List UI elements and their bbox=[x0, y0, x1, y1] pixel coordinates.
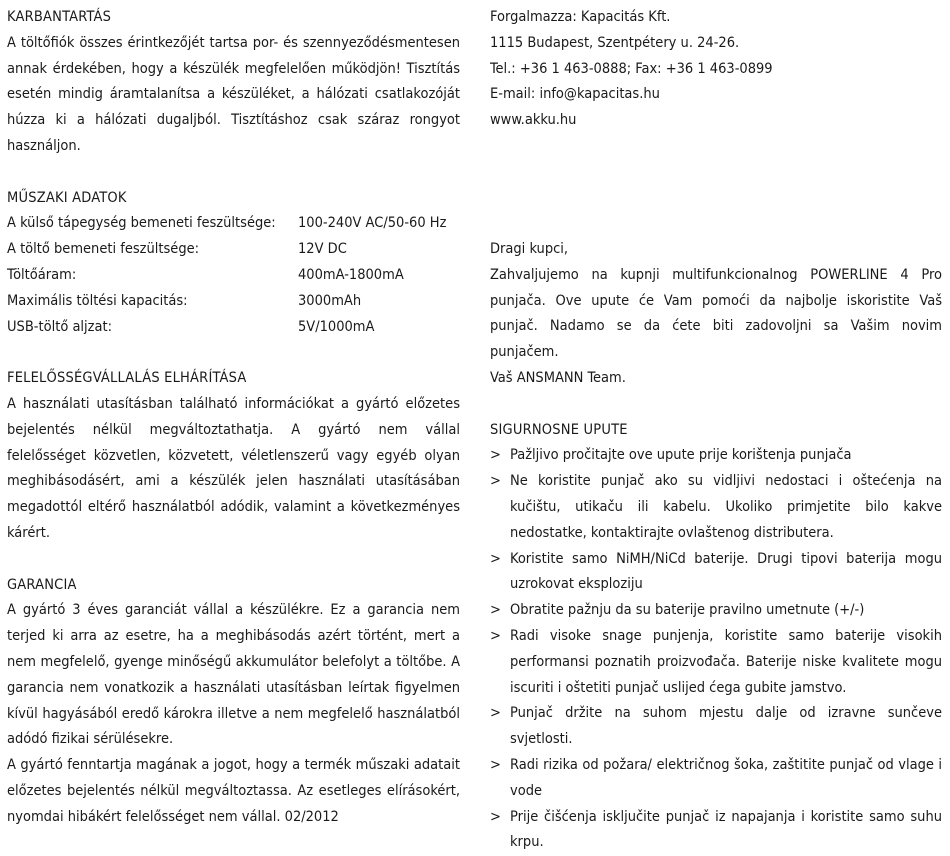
spec-value: 3000mAh bbox=[298, 292, 362, 309]
disclaimer-section bbox=[7, 366, 460, 547]
list-item bbox=[490, 624, 942, 701]
chevron-right-icon: > bbox=[490, 550, 501, 567]
warranty-text-2: A gyártó fenntartja magának a jogot, hogy a termék műszaki adatait előzetes bejelentés nélkül megváltoztassa. Az esetleges elírásokért, nyomdai hibákért felelősséget nem vállal. 02/2012 bbox=[7, 757, 460, 825]
specs-heading: MŰSZAKI ADATOK bbox=[7, 189, 127, 206]
list-item-text: Radi rizika od požara/ električnog šoka, zaštitite punjač od vlage i vode bbox=[510, 756, 942, 799]
distributor-website: www.akku.hu bbox=[490, 112, 577, 129]
spec-value: 12V DC bbox=[298, 241, 347, 258]
list-item bbox=[490, 701, 942, 753]
list-item-text: Punjač držite na suhom mjestu dalje od izravne sunčeve svjetlosti. bbox=[510, 705, 942, 748]
chevron-right-icon: > bbox=[490, 602, 501, 619]
spacer bbox=[490, 392, 942, 418]
disclaimer-text: A használati utasításban található információkat a gyártó előzetes bejelentés nélkül megváltoztathatja. A gyártó nem vállal felelősséget közvetlen, közvetett, véletlenszerű vagy egyéb olyan meghibásodásért, ami a készülék jelen használati utasításában megadottól eltérő használatból adódik, valamint a következményes kárért. bbox=[7, 395, 460, 541]
chevron-right-icon: > bbox=[490, 627, 501, 644]
chevron-right-icon: > bbox=[490, 808, 501, 825]
spec-label: Maximális töltési kapacitás: bbox=[7, 292, 188, 309]
spec-row bbox=[7, 289, 460, 315]
disclaimer-heading: FELELŐSSÉGVÁLLALÁS ELHÁRÍTÁSA bbox=[7, 370, 247, 387]
chevron-right-icon: > bbox=[490, 705, 501, 722]
safety-list bbox=[490, 443, 942, 856]
spec-row bbox=[7, 263, 460, 289]
spec-row bbox=[7, 315, 460, 341]
spec-value: 100-240V AC/50-60 Hz bbox=[298, 215, 447, 232]
specs-section bbox=[7, 186, 460, 341]
greeting-signature: Vaš ANSMANN Team. bbox=[490, 369, 626, 386]
distributor-phone: Tel.: +36 1 463-0888; Fax: +36 1 463-0899 bbox=[490, 60, 773, 77]
warranty-text: A gyártó 3 éves garanciát vállal a készülékre. Ez a garancia nem terjed ki arra az esetre, ha a meghibásodás azért történt, mert a nem megfelelő, gyenge minőségű akkumulátor belefolyt a töltőbe. A garancia nem vonatkozik a használati utasításban leírtak figyelmen kívül hagyásából eredő károkra illetve a nem megfelelő használatból adódó fizikai sérülésekre. bbox=[7, 602, 460, 748]
maintenance-text: A töltőfiók összes érintkezőjét tartsa por- és szennyeződésmentesen annak érdekében, hogy a készülék megfelelően működjön! Tisztítás esetén mindig áramtalanítsa a készüléket, a hálózati csatlakozóját húzza ki a hálózati dugaljból. Tisztításhoz csak száraz rongyot használjon. bbox=[7, 34, 460, 154]
safety-section bbox=[490, 418, 942, 856]
distributor-block bbox=[490, 5, 942, 134]
greeting-salutation: Dragi kupci, bbox=[490, 240, 569, 257]
chevron-right-icon: > bbox=[490, 447, 501, 464]
spec-label: A töltő bemeneti feszültsége: bbox=[7, 241, 200, 258]
greeting-block bbox=[490, 237, 942, 392]
chevron-right-icon: > bbox=[490, 473, 501, 490]
list-item-text: Prije čišćenja isključite punjač iz napajanja i koristite samo suhu krpu. bbox=[510, 808, 942, 851]
list-item bbox=[490, 598, 942, 624]
hungarian-column bbox=[7, 5, 460, 831]
spec-row bbox=[7, 211, 460, 237]
maintenance-section bbox=[7, 5, 460, 160]
warranty-heading: GARANCIA bbox=[7, 576, 77, 593]
spec-label: A külső tápegység bemeneti feszültsége: bbox=[7, 215, 276, 232]
list-item-text: Radi visoke snage punjenja, koristite samo baterije visokih performansi poznatih proizvođača. Baterije niske kvalitete mogu iscuriti i oštetiti punjač uslijed ćega gubite jamstvo. bbox=[510, 627, 942, 696]
spec-label: USB-töltő aljzat: bbox=[7, 318, 113, 335]
list-item-text: Koristite samo NiMH/NiCd baterije. Drugi tipovi baterija mogu uzrokovat eksploziju bbox=[510, 550, 942, 593]
distributor-name: Forgalmazza: Kapacitás Kft. bbox=[490, 9, 671, 25]
spec-value: 5V/1000mA bbox=[298, 318, 375, 335]
list-item bbox=[490, 469, 942, 546]
spec-value: 400mA-1800mA bbox=[298, 266, 404, 283]
list-item bbox=[490, 443, 942, 469]
spacer bbox=[7, 160, 460, 186]
list-item bbox=[490, 547, 942, 599]
warranty-section bbox=[7, 573, 460, 831]
spacer bbox=[7, 547, 460, 573]
spacer bbox=[490, 134, 942, 237]
spacer bbox=[7, 340, 460, 366]
list-item-text: Obratite pažnju da su baterije pravilno umetnute (+/-) bbox=[510, 602, 865, 619]
spec-label: Töltőáram: bbox=[7, 266, 77, 283]
list-item bbox=[490, 805, 942, 856]
spec-row bbox=[7, 237, 460, 263]
croatian-column bbox=[490, 5, 942, 856]
chevron-right-icon: > bbox=[490, 756, 501, 773]
greeting-text: Zahvaljujemo na kupnji multifunkcionalnog POWERLINE 4 Pro punjača. Ove upute će Vam pomoći da najbolje iskoristite Vaš punjač. Nadamo se da ćete biti zadovoljni sa Vašim novim punjačem. bbox=[490, 266, 942, 361]
distributor-email: E-mail: info@kapacitas.hu bbox=[490, 86, 660, 103]
safety-heading: SIGURNOSNE UPUTE bbox=[490, 421, 628, 438]
distributor-address: 1115 Budapest, Szentpétery u. 24-26. bbox=[490, 34, 740, 51]
list-item bbox=[490, 753, 942, 805]
maintenance-heading: KARBANTARTÁS bbox=[7, 9, 112, 25]
list-item-text: Ne koristite punjač ako su vidljivi nedostaci i oštećenja na kučištu, utikaču ili kabelu. Ukoliko primjetite bilo kakve nedostatke, kontaktirajte ovlaštenog distributera. bbox=[510, 473, 942, 541]
list-item-text: Pažljivo pročitajte ove upute prije korištenja punjača bbox=[510, 447, 852, 464]
